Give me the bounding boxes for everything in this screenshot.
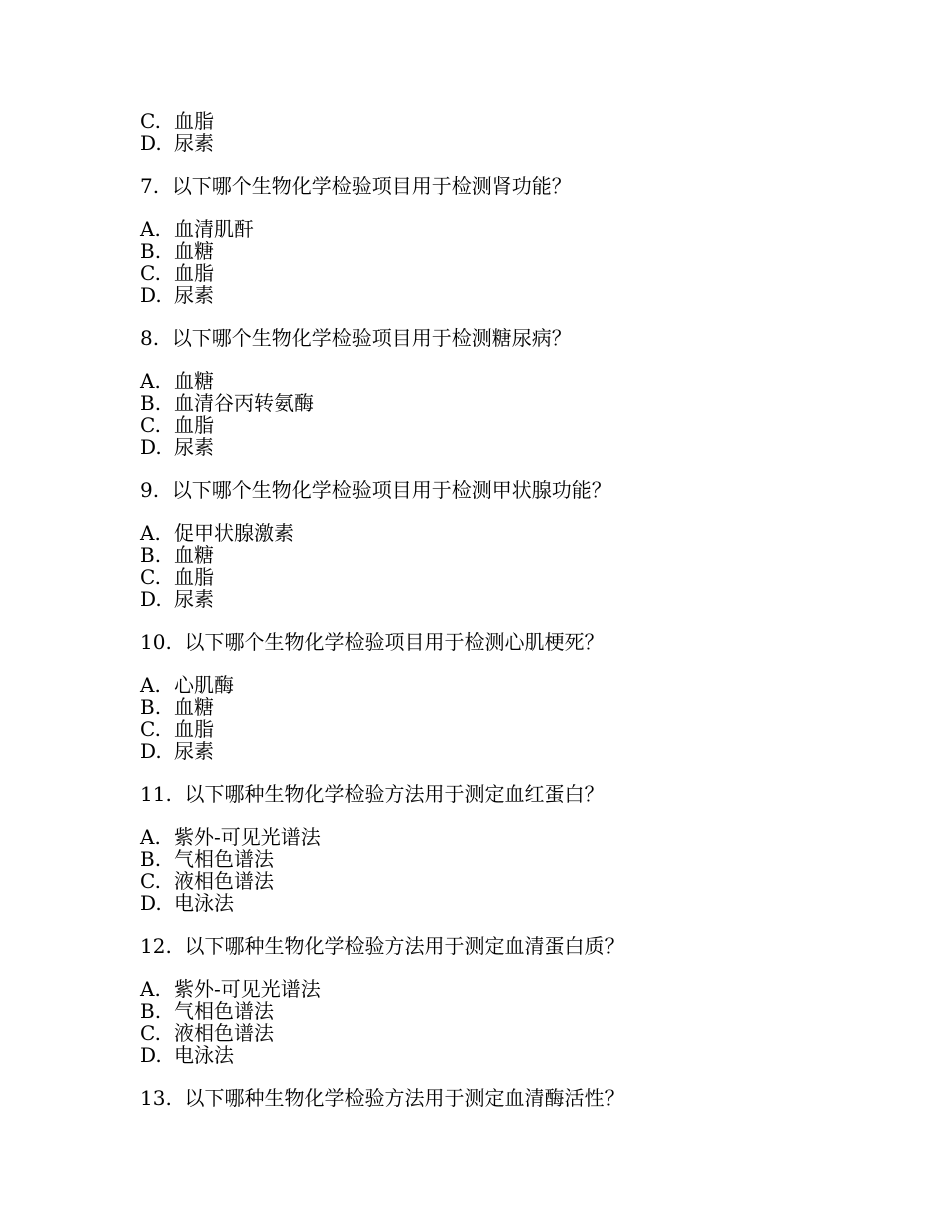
option-letter: A. [140, 521, 161, 545]
option-item [140, 284, 860, 306]
option-text: 气相色谱法 [174, 847, 274, 871]
option-item [140, 696, 860, 718]
option-letter: D. [140, 739, 162, 763]
question-number: 7. [140, 174, 160, 198]
option-text: 尿素 [174, 739, 214, 763]
option-item [140, 1022, 860, 1044]
option-letter: D. [140, 435, 162, 459]
option-item [140, 110, 860, 132]
option-item [140, 870, 860, 892]
question-block [140, 479, 860, 610]
option-text: 尿素 [174, 435, 214, 459]
option-item [140, 262, 860, 284]
document-body [140, 110, 860, 1130]
option-text: 紫外-可见光谱法 [174, 977, 321, 1001]
option-text: 尿素 [174, 283, 214, 307]
question-text: 以下哪种生物化学检验方法用于测定血清蛋白质？ [184, 934, 625, 958]
option-text: 液相色谱法 [174, 869, 274, 893]
option-text: 紫外-可见光谱法 [174, 825, 321, 849]
question-block [140, 631, 860, 762]
option-letter: B. [140, 239, 162, 263]
option-letter: A. [140, 369, 161, 393]
option-text: 血糖 [174, 369, 214, 393]
question-number: 13. [140, 1086, 172, 1110]
option-text: 电泳法 [174, 891, 234, 915]
option-text: 电泳法 [174, 1043, 234, 1067]
option-text: 液相色谱法 [174, 1021, 274, 1045]
question-stem [140, 479, 860, 501]
option-item [140, 892, 860, 914]
option-item [140, 826, 860, 848]
option-letter: A. [140, 217, 161, 241]
question-number: 11. [140, 782, 172, 806]
option-letter: C. [140, 1021, 161, 1045]
question-stem [140, 175, 860, 197]
option-letter: C. [140, 565, 161, 589]
option-text: 尿素 [174, 131, 214, 155]
question-block [140, 783, 860, 914]
option-item [140, 674, 860, 696]
option-item [140, 1000, 860, 1022]
option-item [140, 132, 860, 154]
option-item [140, 848, 860, 870]
question-stem [140, 783, 860, 805]
option-item [140, 218, 860, 240]
option-text: 心肌酶 [174, 673, 234, 697]
question-text: 以下哪个生物化学检验项目用于检测甲状腺功能？ [171, 478, 612, 502]
option-letter: A. [140, 673, 161, 697]
question-stem [140, 935, 860, 957]
option-item [140, 566, 860, 588]
option-item [140, 370, 860, 392]
option-letter: C. [140, 869, 161, 893]
option-text: 血糖 [174, 239, 214, 263]
question-number: 10. [140, 630, 172, 654]
question-text: 以下哪个生物化学检验项目用于检测肾功能？ [171, 174, 572, 198]
question-text: 以下哪个生物化学检验项目用于检测心肌梗死？ [184, 630, 605, 654]
question-text: 以下哪种生物化学检验方法用于测定血清酶活性？ [184, 1086, 625, 1110]
option-text: 血糖 [174, 543, 214, 567]
option-text: 血清谷丙转氨酶 [174, 391, 314, 415]
option-item [140, 414, 860, 436]
question-block [140, 327, 860, 458]
option-text: 血脂 [174, 565, 214, 589]
option-text: 血脂 [174, 261, 214, 285]
option-text: 尿素 [174, 587, 214, 611]
option-text: 血脂 [174, 413, 214, 437]
option-item [140, 544, 860, 566]
option-letter: B. [140, 847, 162, 871]
option-text: 气相色谱法 [174, 999, 274, 1023]
option-item [140, 588, 860, 610]
option-letter: D. [140, 587, 162, 611]
option-letter: A. [140, 825, 161, 849]
option-text: 血脂 [174, 717, 214, 741]
option-item [140, 978, 860, 1000]
question-number: 8. [140, 326, 160, 350]
option-text: 血糖 [174, 695, 214, 719]
option-letter: C. [140, 717, 161, 741]
option-text: 促甲状腺激素 [174, 521, 294, 545]
option-letter: B. [140, 543, 162, 567]
question-number: 9. [140, 478, 160, 502]
option-letter: D. [140, 1043, 162, 1067]
option-item [140, 436, 860, 458]
question-text: 以下哪种生物化学检验方法用于测定血红蛋白？ [184, 782, 605, 806]
option-item [140, 392, 860, 414]
question-block [140, 1087, 860, 1109]
option-item [140, 240, 860, 262]
question-stem [140, 631, 860, 653]
question-text: 以下哪个生物化学检验项目用于检测糖尿病？ [171, 326, 572, 350]
question-number: 12. [140, 934, 172, 958]
option-letter: C. [140, 109, 161, 133]
option-letter: B. [140, 695, 162, 719]
option-letter: C. [140, 261, 161, 285]
option-letter: A. [140, 977, 161, 1001]
option-letter: D. [140, 283, 162, 307]
option-letter: B. [140, 391, 162, 415]
option-item [140, 522, 860, 544]
option-item [140, 1044, 860, 1066]
question-block [140, 935, 860, 1066]
option-letter: D. [140, 131, 162, 155]
option-text: 血脂 [174, 109, 214, 133]
question-stem [140, 327, 860, 349]
continued-options [140, 110, 860, 154]
question-block [140, 175, 860, 306]
option-letter: D. [140, 891, 162, 915]
option-item [140, 740, 860, 762]
option-letter: B. [140, 999, 162, 1023]
option-text: 血清肌酐 [174, 217, 254, 241]
option-letter: C. [140, 413, 161, 437]
question-stem [140, 1087, 860, 1109]
option-item [140, 718, 860, 740]
